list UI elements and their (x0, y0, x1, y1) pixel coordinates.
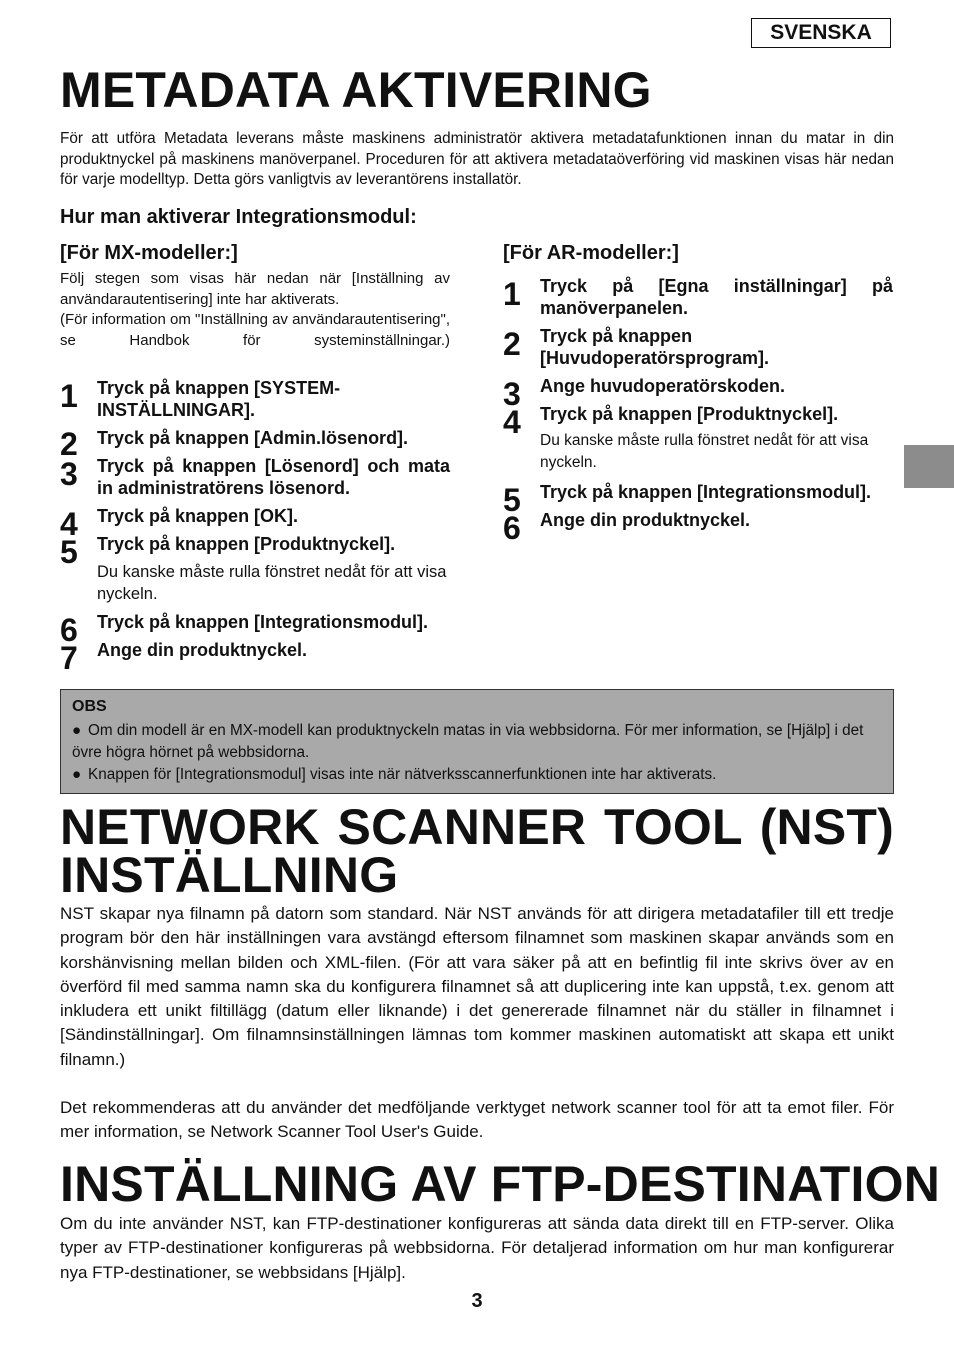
mx-step-1-text: Tryck på knappen [SYSTEM-INSTÄLLNINGAR]. (97, 378, 341, 420)
obs-note-box (60, 689, 894, 794)
mx-step-6-number: 6 (60, 612, 78, 648)
mx-step-5-note: Du kanske måste rulla fönstret nedåt för att visa nyckeln. (97, 563, 447, 603)
how-to-heading: Hur man aktiverar Integrationsmodul: (60, 206, 417, 228)
nst-title-line-2: INSTÄLLNING (60, 847, 399, 903)
metadata-intro: För att utföra Metadata leverans måste maskinens administratör aktivera metadatafunktionen innan du matar in din produktnyckel på maskinens manöverpanel. Proceduren för att aktivera metadataöverföring vid maskinen visas här nedan för varje modelltyp. Detta görs vanligtvis av leverantörens installatör. (60, 130, 894, 188)
mx-step-3-number: 3 (60, 456, 78, 492)
obs-item-2-text: Knappen för [Integrationsmodul] visas inte när nätverksscannerfunktionen inte har aktiverats. (88, 766, 717, 783)
metadata-title: METADATA AKTIVERING (60, 62, 652, 118)
mx-step-4-number: 4 (60, 506, 78, 542)
mx-step-5-number: 5 (60, 534, 78, 570)
mx-step-2-text: Tryck på knappen [Admin.lösenord]. (97, 428, 409, 448)
ar-step-1-number: 1 (503, 276, 521, 312)
obs-item-1-text: Om din modell är en MX-modell kan produktnyckeln matas in via webbsidorna. För mer information, se [Hjälp] i det övre högra hörnet på webbsidorna. (72, 722, 864, 761)
nst-paragraph-1: NST skapar nya filnamn på datorn som standard. När NST används för att dirigera metadatafiler till ett tredje program bör den här inställningen vara avstängd eftersom filnamnet som maskinen skapar används som en korshänvisning mellan bilden och XML-filen. (För att vara säker på att en befintlig fil inte skrivs över av en överförd fil med samma namn ska du konfigurera filnamnet så att duplicering inte kan uppstå, t.ex. genom att inkludera ett unikt filtillägg (datum eller liknande) i det genererade filnamnet när du ställer in filnamnet i [Sändinställningar]. Om filnamnsinställningen lämnas tom kommer maskinen automatiskt att skapa ett unikt filnamn.) (60, 904, 894, 1069)
mx-step-6-text: Tryck på knappen [Integrationsmodul]. (97, 612, 429, 632)
ar-step-4-note: Du kanske måste rulla fönstret nedåt för att visa nyckeln. (540, 432, 869, 471)
mx-step-5-text: Tryck på knappen [Produktnyckel]. (97, 534, 396, 554)
nst-title-line-1: NETWORK SCANNER TOOL (NST) (60, 799, 894, 855)
page-number: 3 (471, 1290, 483, 1312)
mx-step-2-number: 2 (60, 426, 78, 462)
ar-step-5-number: 5 (503, 482, 521, 518)
ar-heading: [För AR-modeller:] (503, 242, 679, 264)
bullet-icon: ● (72, 722, 82, 739)
mx-step-7-text: Ange din produktnyckel. (97, 640, 308, 660)
ar-step-1-text: Tryck på [Egna inställningar] på manöverpanelen. (540, 276, 893, 318)
mx-reference: (För information om "Inställning av användarautentisering", se Handbok för systeminställningar.) (60, 311, 451, 349)
obs-item-2 (72, 764, 888, 786)
ar-step-6-number: 6 (503, 510, 521, 546)
bullet-icon: ● (72, 766, 82, 783)
ftp-title: INSTÄLLNING AV FTP-DESTINATION (60, 1156, 941, 1212)
ftp-paragraph: Om du inte använder NST, kan FTP-destinationer konfigureras att sända data direkt till en FTP-server. Olika typer av FTP-destinationer konfigureras på webbsidorna. För detaljerad information om hur man konfigurerar nya FTP-destinationer, se webbsidans [Hjälp]. (60, 1214, 894, 1282)
ar-step-4-number: 4 (503, 404, 521, 440)
mx-step-4-text: Tryck på knappen [OK]. (97, 506, 299, 526)
ar-step-3-number: 3 (503, 376, 521, 412)
section-tab-marker (904, 445, 954, 488)
obs-title: OBS (72, 698, 107, 715)
ar-step-3-text: Ange huvudoperatörskoden. (540, 376, 786, 396)
ar-step-2-number: 2 (503, 326, 521, 362)
mx-step-3-text: Tryck på knappen [Lösenord] och mata in administratörens lösenord. (97, 456, 450, 498)
obs-item-1 (72, 720, 888, 764)
mx-intro: Följ stegen som visas här nedan när [Inställning av användarautentisering] inte har aktiverats. (60, 270, 450, 308)
ar-step-6-text: Ange din produktnyckel. (540, 510, 751, 530)
nst-paragraph-2: Det rekommenderas att du använder det medföljande verktyget network scanner tool för att ta emot filer. För mer information, se Network Scanner Tool User's Guide. (60, 1098, 894, 1142)
mx-heading: [För MX-modeller:] (60, 242, 238, 264)
ar-step-5-text: Tryck på knappen [Integrationsmodul]. (540, 482, 872, 502)
ar-step-4-text: Tryck på knappen [Produktnyckel]. (540, 404, 839, 424)
mx-step-1-number: 1 (60, 378, 78, 414)
mx-step-7-number: 7 (60, 640, 78, 676)
ar-step-2-text: Tryck på knappen [Huvudoperatörsprogram]. (540, 326, 770, 368)
language-label: SVENSKA (751, 18, 891, 48)
